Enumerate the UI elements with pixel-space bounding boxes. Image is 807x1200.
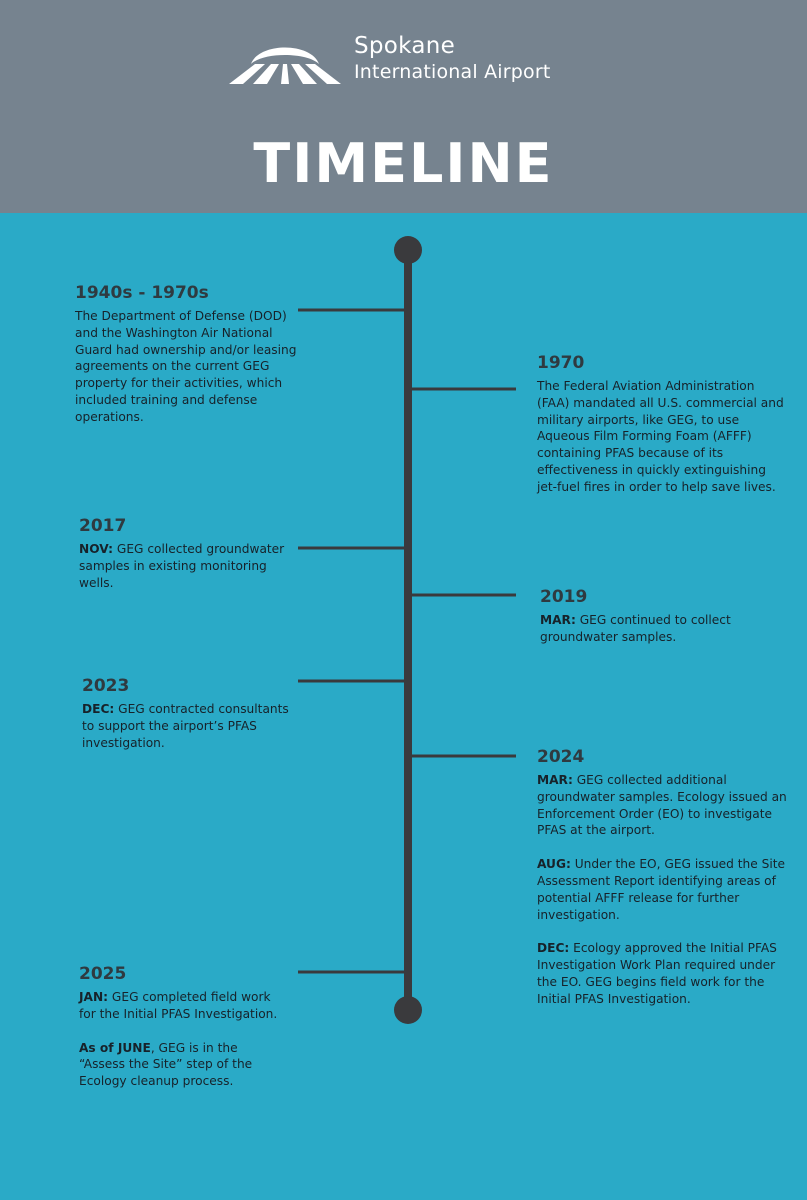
- entry-paragraph: [82, 701, 292, 751]
- entry-paragraph: [537, 772, 787, 839]
- brand-name: Spokane: [354, 33, 456, 59]
- entry-text: , GEG is in the “Assess the Site” step of the Ecology cleanup process.: [79, 1040, 253, 1089]
- entry-year: 2023: [82, 676, 130, 696]
- timeline-end-dot: [394, 996, 422, 1024]
- entry-month: NOV:: [79, 542, 113, 556]
- entry-year: 1940s - 1970s: [75, 283, 209, 303]
- entry-year: 1970: [537, 353, 585, 373]
- entry-paragraph: [79, 989, 279, 1023]
- entry-paragraph: [75, 308, 310, 426]
- timeline-entry-2023: [82, 675, 292, 751]
- entry-text: GEG collected groundwater samples in existing monitoring wells.: [79, 542, 285, 590]
- page-title: TIMELINE: [253, 132, 554, 195]
- entry-text: Under the EO, GEG issued the Site Assessment Report identifying areas of potential AFFF release for further investigation.: [537, 857, 786, 922]
- timeline-entry-2019: [540, 586, 760, 646]
- entry-month: As of JUNE: [79, 1040, 151, 1055]
- timeline-entry-2024: [537, 746, 787, 1008]
- entry-month: DEC:: [537, 941, 570, 956]
- entry-paragraph: [537, 378, 787, 496]
- timeline-entry-1970: [537, 352, 787, 496]
- entry-month: JAN:: [79, 990, 109, 1004]
- timeline-entry-2025: [79, 963, 279, 1090]
- entry-text: GEG collected additional groundwater samples. Ecology issued an Enforcement Order (EO) to investigate PFAS at the airport.: [537, 773, 787, 838]
- entry-year: 2024: [537, 747, 585, 767]
- brand-subtitle: International Airport: [354, 61, 551, 83]
- entry-month: AUG:: [537, 857, 571, 872]
- entry-month: MAR:: [537, 773, 573, 787]
- entry-text: GEG continued to collect groundwater samples.: [540, 613, 731, 644]
- entry-paragraph: [79, 541, 294, 591]
- entry-paragraph: [540, 612, 760, 646]
- entry-year: 2019: [540, 587, 588, 607]
- entry-paragraph: [537, 940, 787, 1007]
- entry-text: GEG contracted consultants to support the airport’s PFAS investigation.: [82, 702, 289, 750]
- timeline-start-dot: [394, 236, 422, 264]
- entry-text: The Department of Defense (DOD) and the Washington Air National Guard had ownership and/or leasing agreements on the current GEG property for their activities, which included training and defense operations.: [75, 309, 297, 424]
- entry-text: Ecology approved the Initial PFAS Investigation Work Plan required under the EO. GEG begins field work for the Initial PFAS Investigation.: [537, 941, 777, 1006]
- entry-text: GEG completed field work for the Initial PFAS Investigation.: [79, 990, 278, 1021]
- entry-year: 2017: [79, 516, 127, 536]
- entry-text: The Federal Aviation Administration (FAA) mandated all U.S. commercial and military airports, like GEG, to use Aqueous Film Forming Foam (AFFF) containing PFAS because of its effectiveness in quickly extinguishing jet-fuel fires in order to help save lives.: [537, 379, 784, 494]
- timeline-entry-2017: [79, 515, 294, 591]
- entry-paragraph: [79, 1040, 279, 1090]
- entry-paragraph: [537, 856, 787, 923]
- entry-month: MAR:: [540, 613, 576, 627]
- entry-year: 2025: [79, 964, 127, 984]
- entry-month: DEC:: [82, 702, 115, 716]
- timeline-entry-1940s: [75, 282, 310, 426]
